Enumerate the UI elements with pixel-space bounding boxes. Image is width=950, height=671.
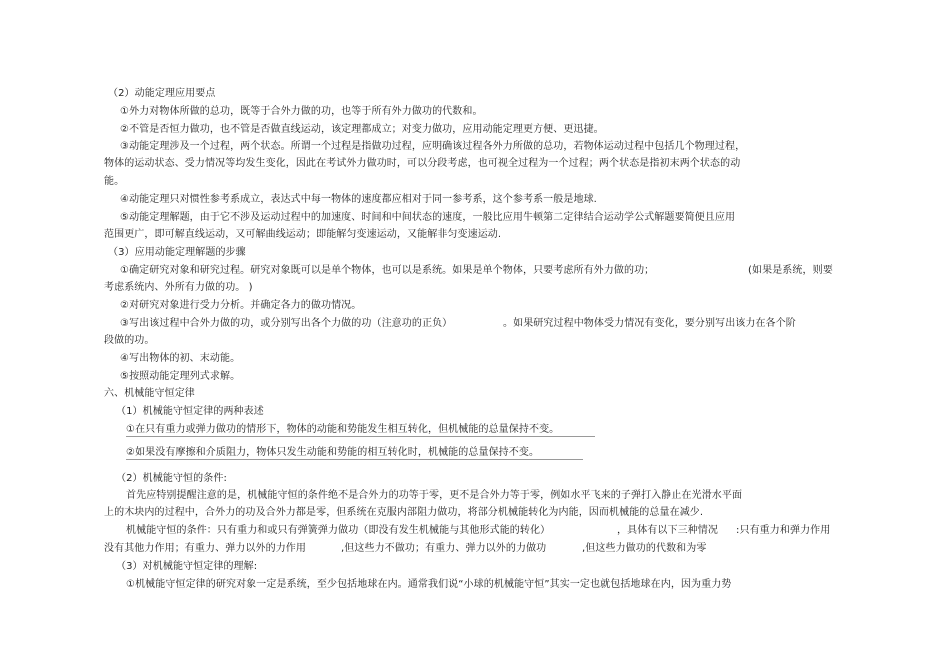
statement-1-underline bbox=[559, 424, 595, 437]
section-6-3-heading: （3）对机械能守恒定律的理解: bbox=[116, 561, 258, 572]
paragraph-2-4: ④动能定理只对惯性参考系成立，表达式中每一物体的速度都应相对于同一参考系，这个参考系一般是地球. bbox=[120, 194, 597, 205]
section-6-2-heading: （2）机械能守恒的条件: bbox=[116, 473, 227, 484]
paragraph-6-3-1: ①机械能守恒定律的研究对象一定是系统，至少包括地球在内。通常我们说“小球的机械能守恒”其实一定也就包括地球在内，因为重力势 bbox=[126, 579, 732, 590]
section-2-heading: （2）动能定理应用要点 bbox=[108, 88, 216, 99]
paragraph-6-2-2-line2-b: ,但这些力不做功；有重力、弹力以外的力做功 bbox=[341, 543, 547, 554]
paragraph-6-2-2-line1-c: :只有重力和弹力作用 bbox=[736, 525, 831, 536]
paragraph-3-3-line1-b: 。如果研究过程中物体受力情况有变化，要分别写出该力在各个阶 bbox=[503, 318, 796, 329]
paragraph-3-1-line2: 考虑系统内、外所有力做的功。 ) bbox=[104, 282, 253, 293]
statement-2-text: ②如果没有摩擦和介质阻力，物体只发生动能和势能的相互转化时，机械能的总量保持不变。 bbox=[126, 447, 540, 458]
paragraph-2-5-line2: 范围更广，即可解直线运动，又可解曲线运动；即能解匀变速运动，又能解非匀变速运动. bbox=[104, 229, 502, 240]
paragraph-6-2-2-line1-a: 机械能守恒的条件：只有重力和或只有弹簧弹力做功（即没有发生机械能与其他形式能的转化） bbox=[126, 525, 551, 536]
paragraph-6-2-1-line1: 首先应特别提醒注意的是，机械能守恒的条件绝不是合外力的功等于零，更不是合外力等于零，例如水平飞来的子弹打入静止在光滑水平面 bbox=[126, 490, 743, 501]
paragraph-3-1-line1-a: ①确定研究对象和研究过程。研究对象既可以是单个物体，也可以是系统。如果是单个物体，只要考虑所有外力做的功； bbox=[120, 265, 655, 276]
statement-1 bbox=[126, 424, 595, 437]
statement-1-text: ①在只有重力或弹力做功的情形下，物体的动能和势能发生相互转化，但机械能的总量保持不变。 bbox=[126, 424, 560, 435]
paragraph-2-2: ②不管是否恒力做功，也不管是否做直线运动，该定理都成立；对变力做功，应用动能定理更方便、更迅捷。 bbox=[120, 124, 604, 135]
paragraph-2-3-line2: 物体的运动状态、受力情况等均发生变化，因此在考试外力做功时，可以分段考虑，也可视全过程为一个过程；两个状态是指初末两个状态的动 bbox=[104, 158, 741, 169]
paragraph-3-3-line2: 段做的功。 bbox=[104, 335, 155, 346]
paragraph-2-1: ①外力对物体所做的总功，既等于合外力做的功，也等于所有外力做功的代数和。 bbox=[120, 106, 483, 117]
paragraph-2-3-line1: ③动能定理涉及一个过程，两个状态。所谓一个过程是指做功过程，应明确该过程各外力所做的总功，若物体运动过程中包括几个物理过程， bbox=[120, 141, 746, 152]
paragraph-2-5-line1: ⑤动能定理解题，由于它不涉及运动过程中的加速度、时间和中间状态的速度，一般比应用牛顿第二定律结合运动学公式解题要简便且应用 bbox=[120, 212, 736, 223]
section-6-1-heading: （1）机械能守恒定律的两种表述 bbox=[116, 406, 264, 417]
paragraph-6-2-2-line2-a: 没有其他力作用；有重力、弹力以外的力作用 bbox=[104, 543, 306, 554]
paragraph-3-5: ⑤按照动能定理列式求解。 bbox=[120, 371, 241, 382]
paragraph-3-4: ④写出物体的初、末动能。 bbox=[120, 353, 241, 364]
statement-2-underline bbox=[539, 447, 583, 460]
section-6-heading: 六、机械能守恒定律 bbox=[104, 388, 195, 399]
paragraph-6-2-2-line2-c: ,但这些力做功的代数和为零 bbox=[582, 543, 707, 554]
section-3-heading: （3）应用动能定理解题的步骤 bbox=[108, 247, 246, 258]
paragraph-6-2-1-line2: 上的木块内的过程中，合外力的功及合外力都是零，但系统在克服内部阻力做功，将部分机械能转化为内能，因而机械能的总量在减少. bbox=[104, 507, 704, 518]
paragraph-3-3-line1-a: ③写出该过程中合外力做的功，或分别写出各个力做的功（注意功的正负） bbox=[120, 318, 453, 329]
statement-2 bbox=[126, 447, 583, 460]
paragraph-3-2: ②对研究对象进行受力分析。并确定各力的做功情况。 bbox=[120, 300, 362, 311]
paragraph-6-2-2-line1-b: ，具体有以下三种情况 bbox=[617, 525, 718, 536]
paragraph-2-3-line3: 能。 bbox=[104, 176, 125, 187]
paragraph-3-1-line1-b: (如果是系统，则要 bbox=[748, 265, 833, 276]
